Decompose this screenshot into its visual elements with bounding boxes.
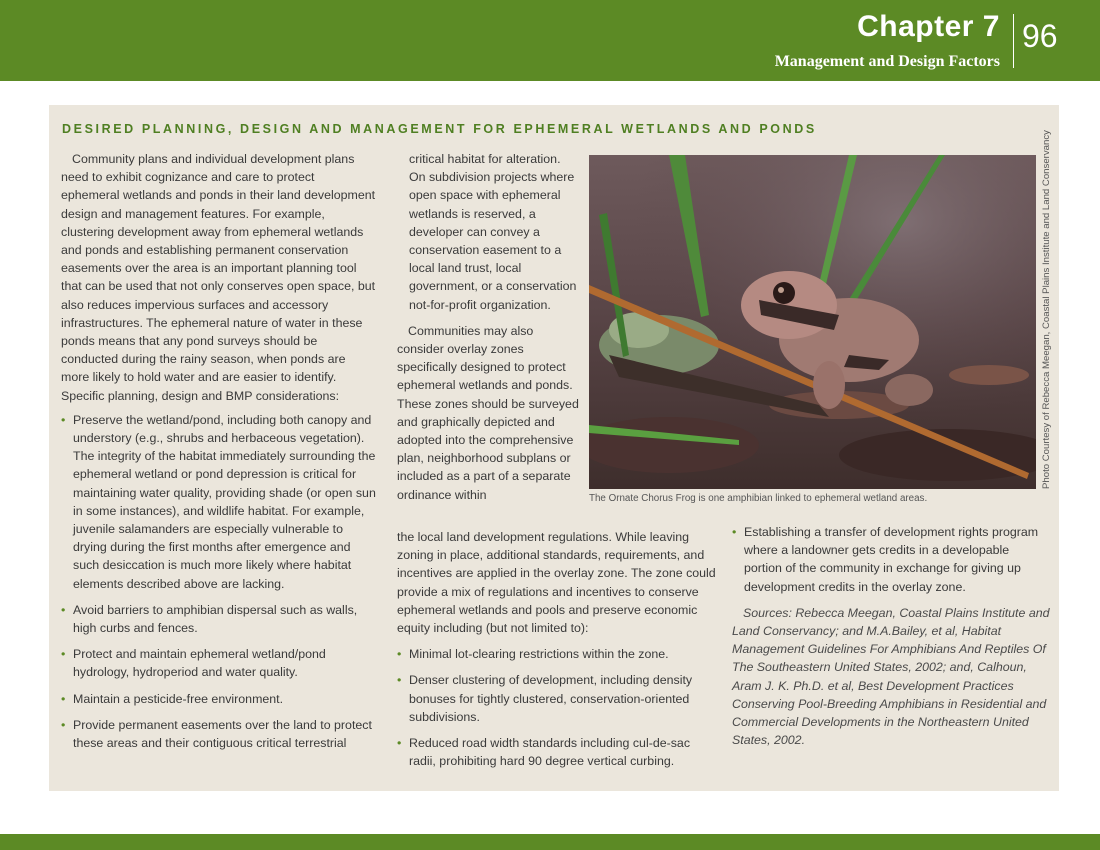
bullet-icon: •	[61, 647, 66, 662]
photo-credit: Photo Courtesy of Rebecca Meegan, Coastal Plains Institute and Land Conservancy	[1041, 130, 1052, 489]
continued-paragraph: critical habitat for alteration. On subdivision projects where open space with ephemeral wetlands is reserved, a developer can convey a conservation easement to a local land trust, local government, or a conservation not-for-profit organization.	[409, 152, 577, 312]
bullet-icon: •	[61, 717, 66, 732]
list-item: • Establishing a transfer of development rights program where a landowner gets credits in a developable portion of the community in exchange for giving up development credits in the overlay zone.	[732, 525, 1039, 594]
bullet-icon: •	[732, 525, 737, 539]
bullet-icon: •	[61, 412, 66, 427]
frog-photo	[589, 155, 1036, 489]
column-right	[732, 523, 1050, 749]
list-item: • Preserve the wetland/pond, including both canopy and understory (e.g., shrubs and herbaceous vegetation). The integrity of the habitat immediately surrounding the ephemeral wetland or pond depression is critical for maintaining water quality, providing shade (or open sun in some instances), and wildlife habitat. For example, juvenile salamanders are especially vulnerable to drying during the first months after emergence and such desiccation is much more likely where habitat elements described above are lacking.	[61, 412, 376, 591]
section-heading: DESIRED PLANNING, DESIGN AND MANAGEMENT FOR EPHEMERAL WETLANDS AND PONDS	[62, 122, 817, 136]
page-number: 96	[1022, 18, 1058, 54]
sources-paragraph: Sources: Rebecca Meegan, Coastal Plains Institute and Land Conservancy; and M.A.Bailey, et al, Habitat Management Guidelines For Amphibians And Reptiles Of The Southeastern United States, 2002; and, Calhoun, Aram J. K. Ph.D. et al, Best Development Practices Conserving Pool-Breeding Amphibians in Residential and Commercial Developments in the Northeastern United States, 2002.	[732, 605, 1050, 748]
considerations-list	[61, 411, 376, 752]
bullet-icon: •	[397, 736, 402, 751]
bullet-icon: •	[61, 602, 66, 617]
list-item: • Protect and maintain ephemeral wetland/pond hydrology, hydroperiod and water quality.	[61, 647, 326, 680]
bullet-icon: •	[397, 647, 402, 662]
bullet-icon: •	[61, 691, 66, 706]
column-middle-top	[397, 150, 579, 504]
list-item: • Reduced road width standards including cul-de-sac radii, prohibiting hard 90 degree vertical curbing.	[397, 736, 691, 769]
list-item: • Denser clustering of development, including density bonuses for tightly clustered, conservation-oriented subdivisions.	[397, 673, 693, 724]
column-left	[61, 150, 376, 752]
column-middle-bottom	[397, 528, 717, 770]
intro-paragraph: Community plans and individual development plans need to exhibit cognizance and care to protect ephemeral wetlands and ponds in their land development design and management features. For example, clustering development away from ephemeral wetlands and ponds and establishing permanent conservation easements over the area is an important planning tool that can be used that not only conserves open space, but also reduces impervious surfaces and accessory infrastructures. The ephemeral nature of water in these ponds means that any pond surveys should be conducted during the rainy season, when ponds are more likely to hold water and are easier to identify. Specific planning, design and BMP considerations:	[61, 152, 376, 403]
photo-caption: The Ornate Chorus Frog is one amphibian linked to ephemeral wetland areas.	[589, 493, 928, 504]
list-item: • Provide permanent easements over the land to protect these areas and their contiguous critical terrestrial	[61, 717, 372, 751]
bullet-icon: •	[397, 673, 402, 688]
list-item: • Minimal lot-clearing restrictions within the zone.	[397, 645, 717, 663]
overlay-paragraph-continued: the local land development regulations. While leaving zoning in place, additional standards, requirements, and incentives are applied in the overlay zone. The zone could provide a mix of regulations and incentives to conserve ephemeral wetlands and pools and preserve economic equity including (but not limited to):	[397, 530, 716, 636]
chapter-subtitle: Management and Design Factors	[774, 53, 1000, 70]
frog-illustration	[589, 155, 1036, 489]
footer-band	[0, 834, 1100, 850]
overlay-list	[397, 645, 717, 770]
header-divider	[1013, 14, 1014, 68]
list-item: • Maintain a pesticide-free environment.	[61, 690, 376, 708]
list-item: • Avoid barriers to amphibian dispersal such as walls, high curbs and fences.	[61, 602, 358, 636]
overlay-paragraph: Communities may also consider overlay zones specifically designed to protect ephemeral wetlands and ponds. These zones should be surveyed and graphically depicted and adopted into the comprehensive plan, neighborhood subplans or included as a part of a separate ordinance within	[397, 323, 579, 502]
chapter-title: Chapter 7	[857, 10, 1000, 43]
